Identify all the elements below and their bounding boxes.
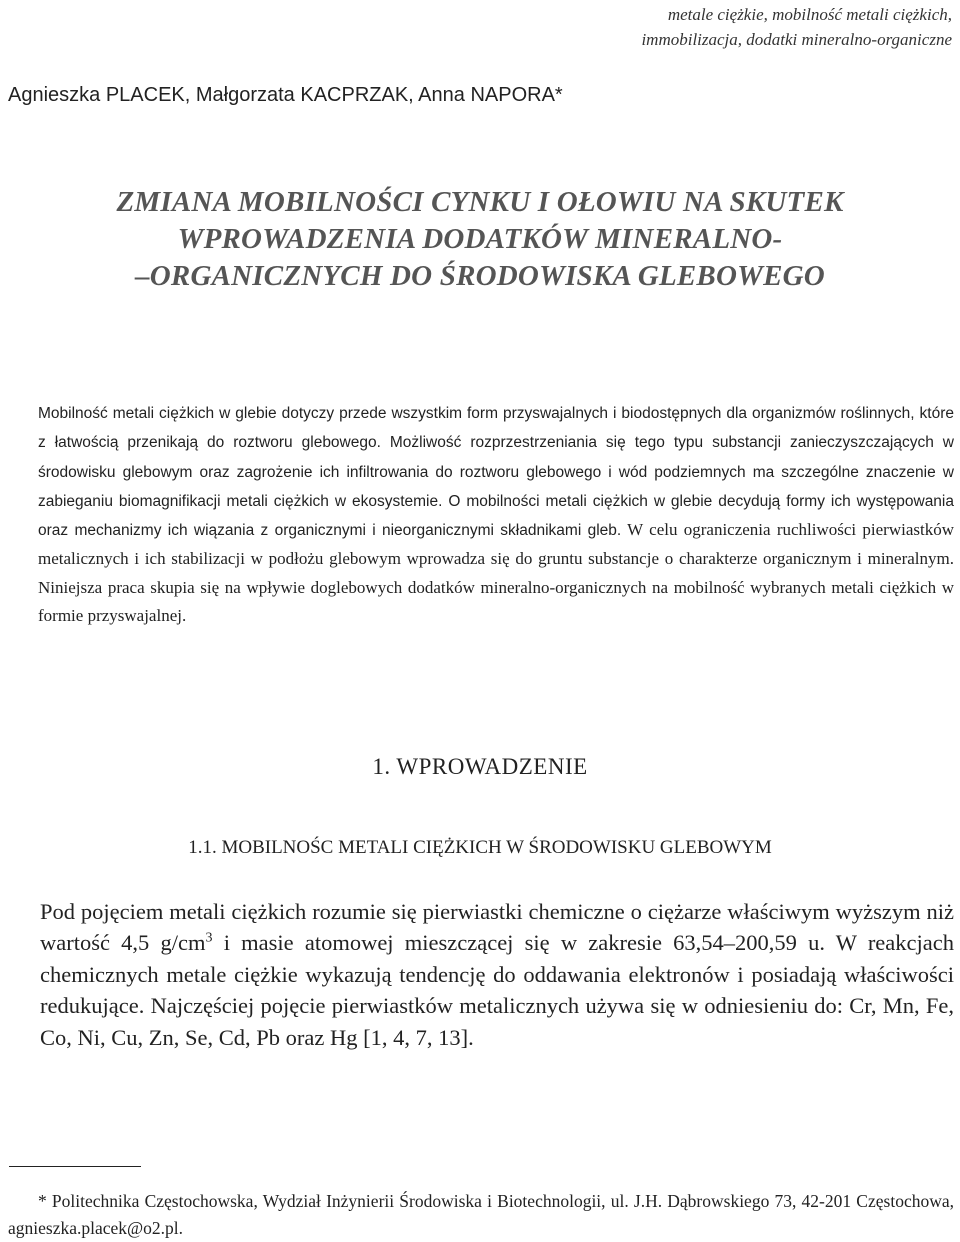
section-heading: 1. WPROWADZENIE bbox=[372, 754, 588, 779]
keywords-line-2: immobilizacja, dodatki mineralno-organiczne bbox=[641, 30, 952, 49]
abstract bbox=[38, 399, 954, 630]
superscript: 3 bbox=[205, 930, 213, 946]
body-paragraph bbox=[40, 896, 954, 1053]
subsection-heading: 1.1. MOBILNOŚC METALI CIĘŻKICH W ŚRODOWISKU GLEBOWYM bbox=[188, 837, 772, 858]
keywords-line-1: metale ciężkie, mobilność metali ciężkich, bbox=[667, 5, 952, 24]
footnote: * Politechnika Częstochowska, Wydział Inżynierii Środowiska i Biotechnologii, ul. J.H. Dąbrowskiego 73, 42-201 Częstochowa, agnieszka.placek@o2.pl. bbox=[8, 1191, 954, 1238]
paper-title bbox=[40, 184, 920, 295]
abstract-part-2: W celu ograniczenia ruchliwości pierwiastków metalicznych i ich stabilizacji w podłożu glebowym wprowadza się do gruntu substancje o charakterze organicznym i mineralnym. Niniejsza praca skupia się na wpływie doglebowych dodatków mineralno-organicznych na mobilność wybranych metali ciężkich w formie przyswajalnej. bbox=[38, 520, 955, 626]
footnote-rule bbox=[9, 1166, 141, 1167]
title-line-1: ZMIANA MOBILNOŚCI CYNKU I OŁOWIU NA SKUTEK bbox=[116, 186, 844, 218]
body-text-start: Pod pojęciem metali ciężkich rozumie się pierwiastki chemiczne o ciężarze właściwym wyższym niż wartość 4,5 g/cm bbox=[40, 899, 954, 956]
title-line-2: WPROWADZENIA DODATKÓW MINERALNO- bbox=[177, 223, 783, 255]
keywords bbox=[392, 2, 952, 52]
title-line-3: –ORGANICZNYCH DO ŚRODOWISKA GLEBOWEGO bbox=[135, 260, 825, 292]
authors: Agnieszka PLACEK, Małgorzata KACPRZAK, Anna NAPORA* bbox=[8, 84, 563, 106]
abstract-part-1: Mobilność metali ciężkich w glebie dotyczy przede wszystkim form przyswajalnych i biodostępnych dla organizmów roślinnych, które z łatwością przenikają do roztworu glebowego. Możliwość rozprzestrzeniania się tego typu substancji zanieczyszczających w środowisku glebowym oraz zagrożenie ich infiltrowania do roztworu glebowego i wód podziemnych ma szczególne znaczenie w zabieganiu biomagnifikacji metali ciężkich w ekosystemie. O mobilności metali ciężkich w glebie decydują formy ich występowania oraz mechanizmy ich wiązania z organicznymi i nieorganicznymi składnikami gleb. bbox=[38, 405, 954, 540]
body-text-end: i masie atomowej mieszczącej się w zakresie 63,54–200,59 u. W reakcjach chemicznych metale ciężkie wykazują tendencję do oddawania elektronów i posiadają właściwości redukujące. Najczęściej pojęcie pierwiastków metalicznych używa się w odniesieniu do: Cr, Mn, Fe, Co, Ni, Cu, Zn, Se, Cd, Pb oraz Hg [1, 4, 7, 13]. bbox=[40, 930, 954, 1050]
